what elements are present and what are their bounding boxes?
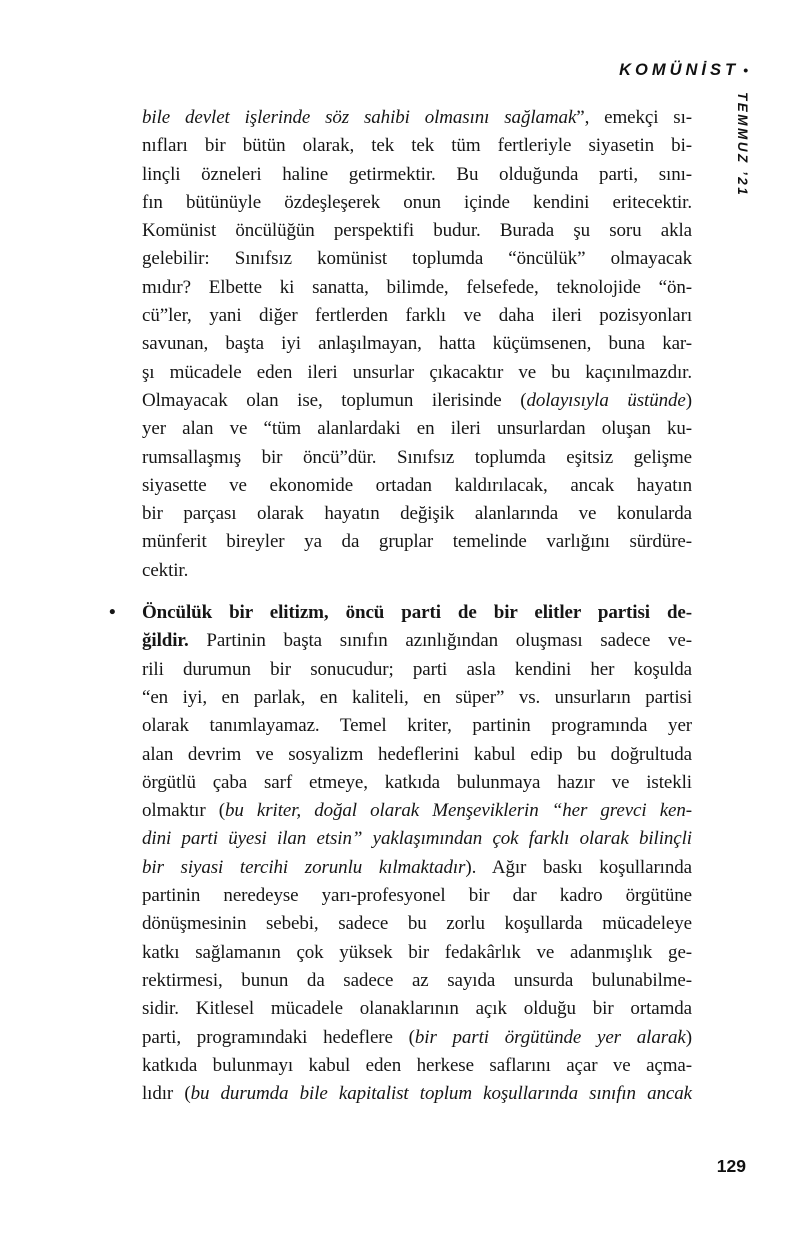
text-line [142,415,692,443]
text-line [142,330,692,358]
text-segment: alan devrim ve sosyalizm hedeflerini kabul edip bu doğrultuda [142,743,692,765]
text-line [142,387,692,415]
text-line [142,557,692,585]
text-segment: yer alan ve “tüm alanlardaki en ileri unsurlardan oluşan ku- [142,418,692,440]
text-segment: fın bütünüyle özdeşleşerek onun içinde kendini eritecektir. [142,191,692,213]
header-bullet-icon: • [743,62,748,78]
text-line [142,769,692,797]
text-line [142,712,692,740]
text-segment: rili durumun bir sonucudur; parti asla kendini her koşulda [142,658,692,680]
text-line [142,882,692,910]
text-segment: Partinin başta sınıfın azınlığından oluşması sadece ve- [188,630,692,652]
text-segment: ”, emekçi sı- [576,107,692,128]
text-segment: Olmayacak olan ise, toplumun ilerisinde ( [142,389,527,411]
text-line [142,217,692,245]
text-segment: katkı sağlamanın çok yüksek bir fedakârlık ve adanmışlık ge- [142,941,692,963]
text-line [142,528,692,556]
text-line [142,500,692,528]
text-segment: gelebilir: Sınıfsız komünist toplumda “öncülük” olmayacak [142,248,692,270]
text-segment: cü”ler, yani diğer fertlerden farklı ve daha ileri pozisyonları [142,305,692,327]
text-segment: linçli özneleri haline getirmektir. Bu olduğunda parti, sını- [142,163,692,185]
text-segment: ) [685,1026,692,1048]
text-segment: siyasette ve ekonomide ortadan kaldırılacak, ancak hayatın [142,474,692,496]
text-segment: olarak tanımlayamaz. Temel kriter, partinin programında yer [142,715,692,737]
page-body [109,104,692,1108]
text-segment: rumsallaşmış bir öncü”dür. Sınıfsız toplumda eşitsiz gelişme [142,446,692,468]
text-line [142,910,692,938]
text-segment: bu durumda bile kapitalist toplum koşullarında sınıfın ancak [190,1083,692,1105]
text-line [142,797,692,825]
text-line [142,967,692,995]
text-segment: bile devlet işlerinde söz sahibi olmasını sağlamak [142,107,577,128]
bullet-marker: • [109,602,116,624]
paragraph-continued [142,104,692,585]
text-segment: münferit bireyler ya da gruplar temelinde varlığını sürdüre- [142,531,692,553]
text-segment: dönüşmesinin sebebi, sadece bu zorlu koşullarda mücadeleye [142,913,692,935]
text-line [142,444,692,472]
text-segment: ) [685,389,692,411]
text-line [142,684,692,712]
text-segment: cektir. [142,559,189,581]
text-segment: ğildir. [142,630,189,652]
text-line [142,104,692,132]
text-line [142,245,692,273]
issue-date-vertical: TEMMUZ ’21 [735,92,750,198]
text-line [142,274,692,302]
journal-title: KOMÜNİST [619,61,740,79]
text-segment: şı mücadele eden ileri unsurlar çıkacaktır ve bu kaçınılmazdır. [142,361,692,383]
bullet-list-item [109,599,692,1108]
text-line [142,161,692,189]
text-line [142,939,692,967]
text-segment: dolayısıyla üstünde [526,389,686,411]
text-line [142,1024,692,1052]
text-segment: bir parçası olarak hayatın değişik alanlarında ve konularda [142,503,692,525]
text-segment: nıfları bir bütün olarak, tek tek tüm fertleriyle siyasetin bi- [142,135,692,157]
text-line [142,189,692,217]
text-segment: ). Ağır baskı koşullarında [465,856,692,878]
text-segment: katkıda bulunmayı kabul eden herkese saflarını açar ve açma- [142,1054,692,1076]
text-line [142,599,692,627]
text-segment: lıdır ( [142,1083,191,1105]
text-segment: bir siyasi tercihi zorunlu kılmaktadır [142,856,466,878]
bullet-item-text [142,599,692,1108]
page-header [619,61,748,80]
text-segment: mıdır? Elbette ki sanatta, bilimde, felsefede, teknolojide “ön- [142,276,692,298]
text-line [142,1052,692,1080]
text-segment: bir parti örgütünde yer alarak [414,1026,686,1048]
text-segment: partinin neredeyse yarı-profesyonel bir dar kadro örgütüne [142,885,692,907]
text-line [142,854,692,882]
text-segment: parti, programındaki hedeflere ( [142,1026,415,1048]
text-line [142,302,692,330]
text-segment: örgütlü çaba sarf etmeye, katkıda bulunmaya hazır ve istekli [142,771,692,793]
text-line [142,132,692,160]
text-segment: olmaktır ( [142,800,225,822]
text-segment: sidir. Kitlesel mücadele olanaklarının açık olduğu bir ortamda [142,998,692,1020]
text-line [142,1080,692,1108]
text-segment: Komünist öncülüğün perspektifi budur. Burada şu soru akla [142,220,692,242]
text-segment: bu kriter, doğal olarak Menşeviklerin “her grevci ken- [224,800,692,822]
text-line [142,627,692,655]
text-line [142,472,692,500]
text-segment: dini parti üyesi ilan etsin” yaklaşımından çok farklı olarak bilinçli [142,828,692,850]
text-line [142,995,692,1023]
text-segment: savunan, başta iyi anlaşılmayan, hatta küçümsenen, buna kar- [142,333,692,355]
text-line [142,359,692,387]
text-line [142,656,692,684]
text-line [142,741,692,769]
text-line [142,825,692,853]
text-segment: “en iyi, en parlak, en kaliteli, en süper” vs. unsurların partisi [142,686,692,708]
page-number: 129 [716,1156,746,1176]
text-segment: rektirmesi, bunun da sadece az sayıda unsurda bulunabilme- [142,969,692,991]
text-segment: Öncülük bir elitizm, öncü parti de bir elitler partisi de- [142,602,692,624]
